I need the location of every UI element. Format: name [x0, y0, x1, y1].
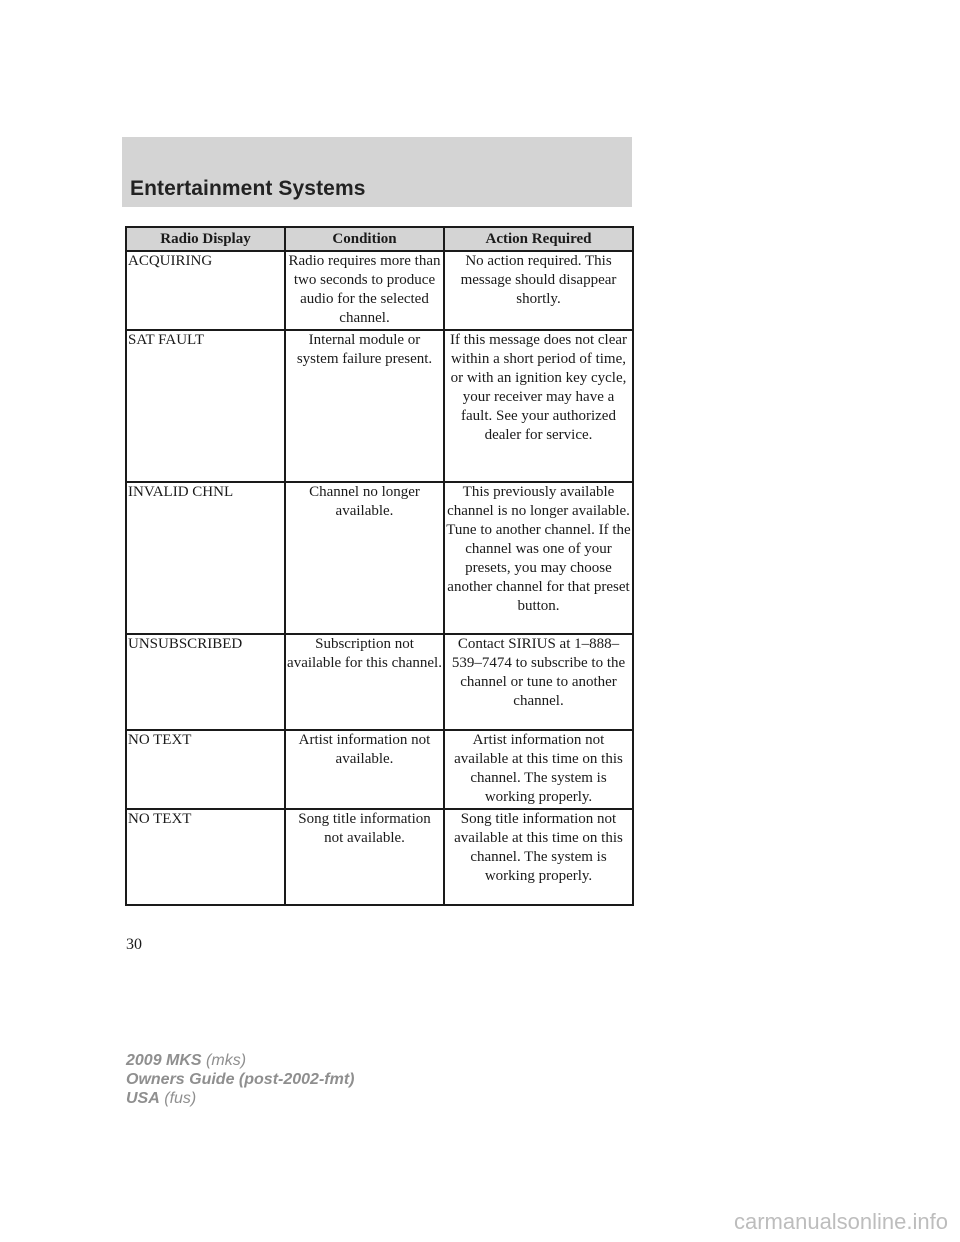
action-cell: Artist information not available at this time on this channel. The system is working properly.: [444, 730, 633, 809]
watermark-text: carmanualsonline.info: [733, 1209, 948, 1234]
radio-display-cell: NO TEXT: [126, 809, 285, 905]
table-row: [126, 251, 633, 330]
footer-model-code: (mks): [206, 1052, 247, 1069]
document-footer: [126, 1051, 354, 1108]
radio-display-cell: SAT FAULT: [126, 330, 285, 482]
action-cell: If this message does not clear within a short period of time, or with an ignition key cycle, your receiver may have a fault. See your authorized dealer for service.: [444, 330, 633, 482]
table-row: [126, 809, 633, 905]
radio-display-cell: ACQUIRING: [126, 251, 285, 330]
column-header-radio-display: Radio Display: [126, 227, 285, 251]
column-header-condition: Condition: [285, 227, 444, 251]
action-cell: Contact SIRIUS at 1–888–539–7474 to subscribe to the channel or tune to another channel.: [444, 634, 633, 730]
section-title: Entertainment Systems: [130, 177, 366, 200]
section-header-band: [122, 137, 632, 207]
page-number: 30: [126, 936, 142, 953]
footer-market: USA: [126, 1090, 160, 1107]
column-header-action-required: Action Required: [444, 227, 633, 251]
condition-cell: Song title information not available.: [285, 809, 444, 905]
footer-model-year: 2009 MKS: [126, 1052, 202, 1069]
radio-display-cell: UNSUBSCRIBED: [126, 634, 285, 730]
footer-market-code: (fus): [164, 1090, 197, 1107]
footer-line-model: [126, 1051, 354, 1070]
footer-line-market: [126, 1089, 354, 1108]
radio-display-table: [125, 226, 634, 906]
table-row: [126, 634, 633, 730]
condition-cell: Internal module or system failure present.: [285, 330, 444, 482]
condition-cell: Artist information not available.: [285, 730, 444, 809]
action-cell: No action required. This message should disappear shortly.: [444, 251, 633, 330]
condition-cell: Radio requires more than two seconds to produce audio for the selected channel.: [285, 251, 444, 330]
table-row: [126, 730, 633, 809]
footer-guide-name: Owners Guide (post-2002-fmt): [126, 1071, 355, 1088]
table-header-row: [126, 227, 633, 251]
radio-display-cell: NO TEXT: [126, 730, 285, 809]
action-cell: This previously available channel is no longer available. Tune to another channel. If the channel was one of your presets, you may choose another channel for that preset button.: [444, 482, 633, 634]
radio-display-cell: INVALID CHNL: [126, 482, 285, 634]
table-row: [126, 482, 633, 634]
condition-cell: Channel no longer available.: [285, 482, 444, 634]
footer-line-guide: [126, 1070, 354, 1089]
table-row: [126, 330, 633, 482]
action-cell: Song title information not available at this time on this channel. The system is working properly.: [444, 809, 633, 905]
condition-cell: Subscription not available for this channel.: [285, 634, 444, 730]
